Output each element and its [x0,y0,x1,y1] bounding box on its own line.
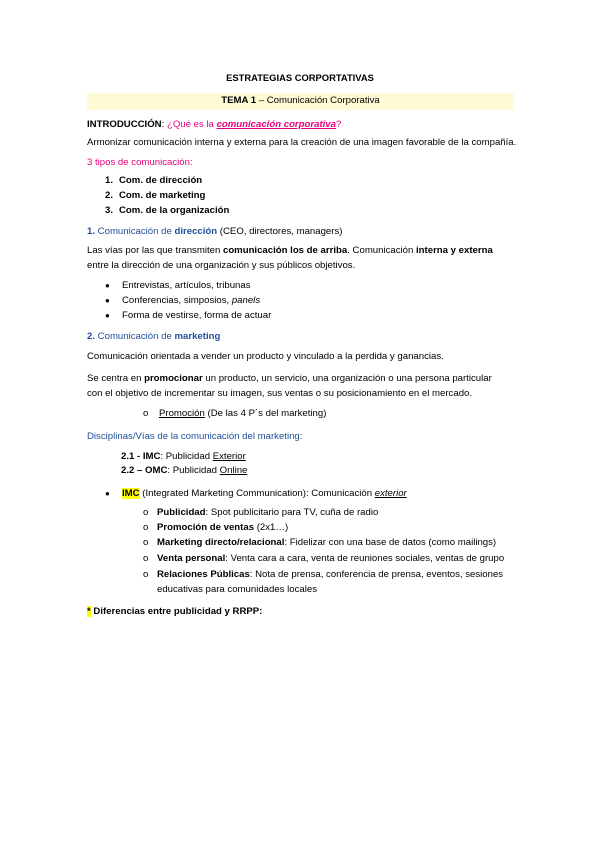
disciplines-heading: Disciplinas/Vías de la comunicación del marketing: [87,431,303,442]
imc-bullet: ● IMC (Integrated Marketing Communication): Comunicación exterior [105,488,407,499]
types-item-3: 3. Com. de la organización [105,205,230,216]
imc-subitem-relaciones-publicas-cont: educativas para comunidades locales [157,584,317,595]
discipline-imc-line: 2.1 - IMC: Publicidad Exterior [121,451,246,462]
section-2-paragraph-2-line-1: Se centra en promocionar un producto, un servicio, una organización o una persona particular [87,373,492,384]
imc-subitem-relaciones-publicas: o Relaciones Públicas: Nota de prensa, conferencia de prensa, eventos, sesiones [143,569,504,580]
intro-heading [87,119,341,131]
imc-code-highlight: IMC [122,488,140,499]
types-item-1: 1. Com. de dirección [105,175,203,186]
section-1-heading: 1. Comunicación de dirección (CEO, directores, managers) [87,226,343,237]
intro-question-post: ? [335,119,342,130]
promocion-item: o Promoción (De las 4 P´s del marketing) [143,408,327,419]
section-2-paragraph-1: Comunicación orientada a vender un producto y vinculado a la perdida y ganancias. [87,351,444,362]
types-heading: 3 tipos de comunicación: [87,157,193,168]
intro-colon: : [161,119,167,130]
imc-subitem-promocion-ventas: o Promoción de ventas (2x1…) [143,522,289,533]
document-title: ESTRATEGIAS CORPORTATIVAS [226,72,374,83]
section-1-paragraph-line-1: Las vías por las que transmiten comunicación los de arriba. Comunicación interna y externa [87,245,493,256]
discipline-omc-line: 2.2 – OMC: Publicidad Online [121,465,248,476]
intro-question-term: comunicación corporativa [216,119,336,130]
section-2-heading: 2. Comunicación de marketing [87,331,221,342]
intro-label: INTRODUCCIÓN [87,119,162,130]
intro-definition: Armonizar comunicación interna y externa para la creación de una imagen favorable de la compañía. [87,137,517,148]
imc-subitem-publicidad: o Publicidad: Spot publicitario para TV, cuña de radio [143,507,379,518]
topic-text: Comunicación Corporativa [266,95,380,106]
section-2-paragraph-2-line-2: con el objetivo de incrementar su imagen, sus ventas o su posicionamiento en el mercado. [87,388,473,399]
section-1-paragraph-line-2: entre la dirección de una organización y sus públicos objetivos. [87,260,356,271]
footer-note: * Diferencias entre publicidad y RRPP: [87,606,263,617]
intro-question-pre: ¿Qué es la [166,119,217,130]
imc-subitem-marketing-directo: o Marketing directo/relacional: Fidelizar con una base de datos (como mailings) [143,537,497,548]
topic-separator: – [256,95,267,106]
footer-note-mark: * [87,606,91,617]
imc-subitem-venta-personal: o Venta personal: Venta cara a cara, venta de reuniones sociales, ventas de grupo [143,553,505,564]
section-1-bullet-1: ● Entrevistas, artículos, tribunas [105,280,251,291]
topic-label: TEMA 1 [221,95,257,106]
topic-heading [87,95,514,107]
types-item-2: 2. Com. de marketing [105,190,206,201]
section-1-bullet-3: ● Forma de vestirse, forma de actuar [105,310,272,321]
section-1-bullet-2: ● Conferencias, simposios, panels [105,295,261,306]
